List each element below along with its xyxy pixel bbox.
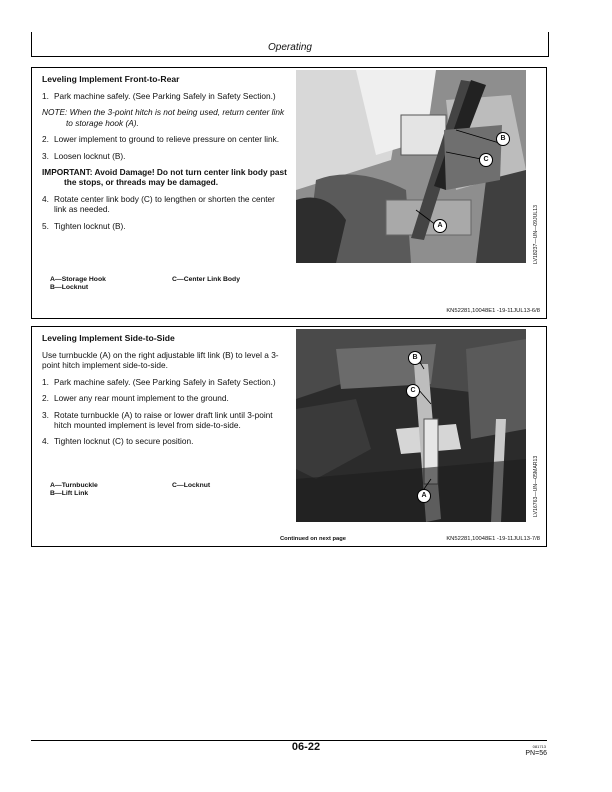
image-caption: LV18237—UN—09JUL13 [533,204,539,264]
header-title: Operating [268,42,312,53]
callout-a: A [417,489,431,503]
intro-text: Use turnbuckle (A) on the right adjustable lift link (B) to level a 3-point hitch implement side-to-side. [42,350,279,371]
callout-c: C [479,153,493,167]
pn-label: PN=56 [525,750,547,757]
step-item: 5. Tighten locknut (B). [42,220,126,231]
step-item: 4. Rotate center link body (C) to lengthen or shorten the center link as needed. [42,193,275,215]
step-item: 2. Lower implement to ground to relieve pressure on center link. [42,134,280,145]
legend-left: A—Storage Hook B—Locknut [50,276,106,291]
continued-note: Continued on next page [280,536,347,542]
footer-small-code: 081713 [532,744,546,749]
callout-b: B [496,132,510,146]
section-body [42,350,287,453]
callout-c: C [406,384,420,398]
note: NOTE: When the 3-point hitch is not being used, return center link to storage hook (A). [42,107,285,128]
callout-b: B [408,351,422,365]
photo-center-link [296,70,526,263]
step-item: 1. Park machine safely. (See Parking Safely in Safety Section.) [42,376,276,387]
step-item: 3. Rotate turnbuckle (A) to raise or lower draft link until 3-point hitch mounted implement is level from side-to-side. [42,409,273,431]
photo-turnbuckle [296,329,526,522]
step-item: 3. Loosen locknut (B). [42,150,126,161]
legend-right: C—Center Link Body [172,276,240,283]
callout-a: A [433,219,447,233]
section-side-to-side [31,326,547,547]
legend-right: C—Locknut [172,482,211,489]
page-header [31,32,549,57]
reference-code: KN52281,10048E1 -19-11JUL13-7/8 [446,536,540,542]
section-title: Leveling Implement Front-to-Rear [42,74,180,84]
section-front-to-rear [31,67,547,319]
section-body [42,91,287,237]
section-title: Leveling Implement Side-to-Side [42,333,175,343]
reference-code: KN52281,10048E1 -19-11JUL13-6/8 [446,308,540,314]
image-caption: LV16763—UN—05MAR13 [533,455,539,517]
step-item: 2. Lower any rear mount implement to the ground. [42,393,229,404]
step-item: 4. Tighten locknut (C) to secure position. [42,436,194,447]
step-item: 1. Park machine safely. (See Parking Safely in Safety Section.) [42,91,276,101]
legend-left: A—Turnbuckle B—Lift Link [50,482,98,497]
page-number: 06-22 [291,741,321,753]
important-notice: IMPORTANT: Avoid Damage! Do not turn center link body past the stops, or threads may be damaged. [42,167,287,188]
